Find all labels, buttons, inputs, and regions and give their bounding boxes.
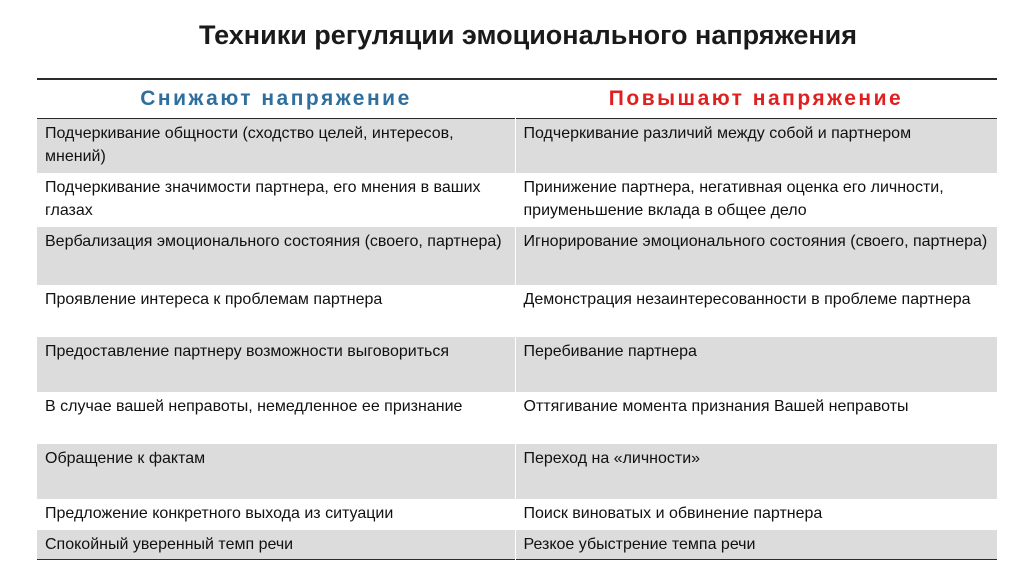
increase-cell: Перебивание партнера — [515, 337, 997, 392]
increase-cell: Оттягивание момента признания Вашей неправоты — [515, 392, 997, 444]
table-row — [37, 227, 997, 285]
reduce-cell: Предложение конкретного выхода из ситуации — [37, 499, 515, 530]
table-row — [37, 499, 997, 530]
increase-cell: Игнорирование эмоционального состояния (своего, партнера) — [515, 227, 997, 285]
increase-cell: Переход на «личности» — [515, 444, 997, 499]
increase-cell: Резкое убыстрение темпа речи — [515, 530, 997, 560]
reduce-cell: Подчеркивание значимости партнера, его мнения в ваших глазах — [37, 173, 515, 227]
table-row — [37, 119, 997, 173]
header-increase-tension: Повышают напряжение — [608, 87, 904, 110]
increase-cell: Демонстрация незаинтересованности в проблеме партнера — [515, 285, 997, 337]
table-row — [37, 392, 997, 444]
reduce-cell: Проявление интереса к проблемам партнера — [37, 285, 515, 337]
header-reduce-tension: Снижают напряжение — [140, 87, 412, 110]
table-header-row — [37, 79, 997, 119]
table-row — [37, 337, 997, 392]
table-row — [37, 530, 997, 560]
reduce-cell: Обращение к фактам — [37, 444, 515, 499]
reduce-cell: Подчеркивание общности (сходство целей, интересов, мнений) — [37, 119, 515, 173]
increase-cell: Подчеркивание различий между собой и партнером — [515, 119, 997, 173]
reduce-cell: Спокойный уверенный темп речи — [37, 530, 515, 560]
page-title: Техники регуляции эмоционального напряжения — [198, 20, 858, 50]
table-row — [37, 285, 997, 337]
table-row — [37, 444, 997, 499]
increase-cell: Поиск виноватых и обвинение партнера — [515, 499, 997, 530]
increase-cell: Принижение партнера, негативная оценка его личности, приуменьшение вклада в общее дело — [515, 173, 997, 227]
techniques-table — [37, 78, 997, 560]
reduce-cell: Вербализация эмоционального состояния (своего, партнера) — [37, 227, 515, 285]
reduce-cell: Предоставление партнеру возможности выговориться — [37, 337, 515, 392]
reduce-cell: В случае вашей неправоты, немедленное ее признание — [37, 392, 515, 444]
table-row — [37, 173, 997, 227]
